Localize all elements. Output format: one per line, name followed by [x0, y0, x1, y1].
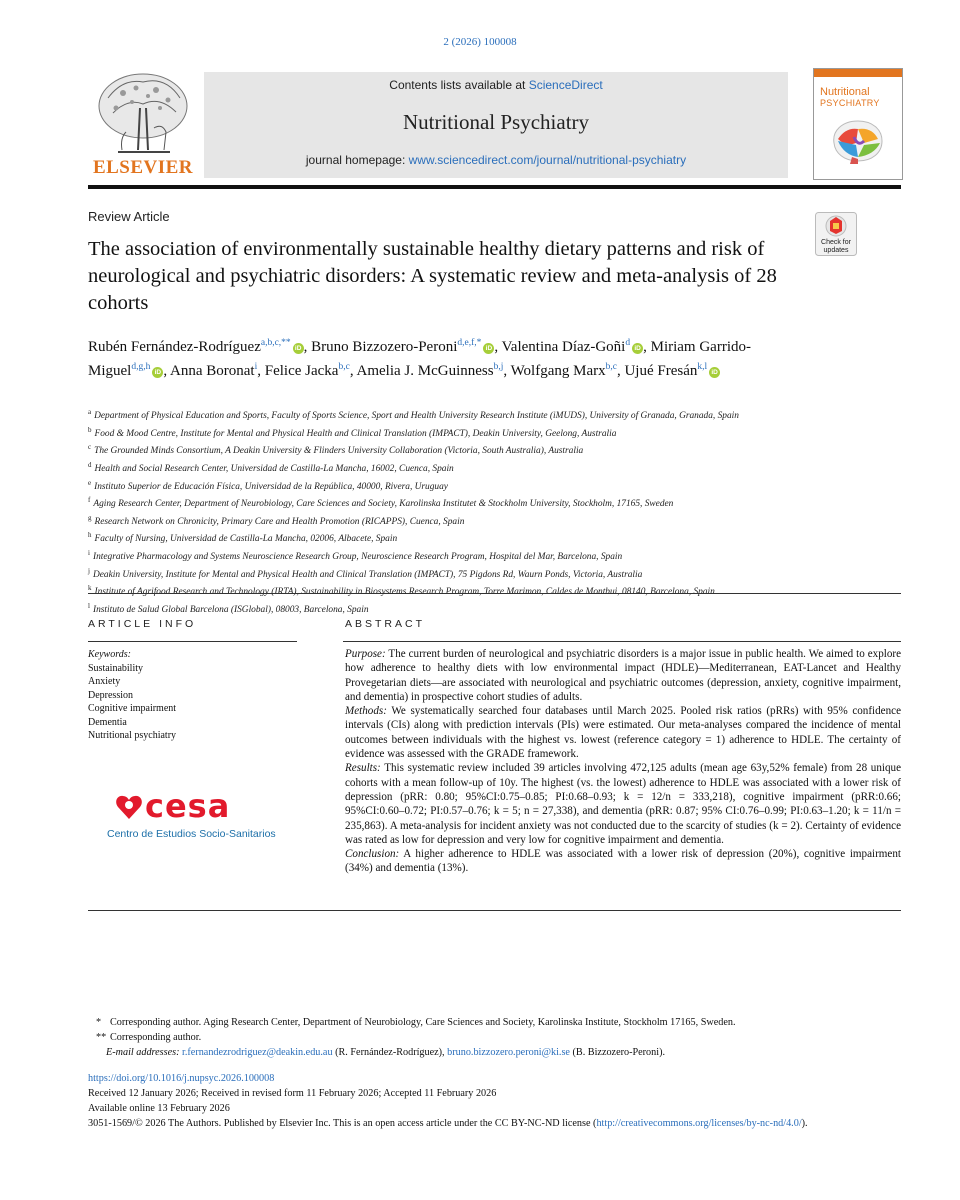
journal-homepage-link[interactable]: www.sciencedirect.com/journal/nutritional-psychiatry — [408, 153, 687, 167]
affiliation-item — [88, 512, 888, 530]
keywords-label: Keywords: — [88, 649, 131, 660]
abstract-section-label: Conclusion: — [345, 848, 400, 861]
article-info-divider — [88, 641, 297, 642]
author[interactable] — [311, 339, 494, 355]
orcid-icon[interactable]: iD — [483, 343, 494, 354]
abstract-section — [345, 704, 901, 761]
author-separator: , — [303, 339, 312, 355]
affiliation-item — [88, 441, 888, 459]
journal-title[interactable]: Nutritional Psychiatry — [402, 110, 590, 134]
cesa-wordmark: cesa — [145, 787, 231, 825]
affiliation-key: d — [88, 460, 92, 469]
affiliation-text: Aging Research Center, Department of Neurobiology, Care Sciences and Society, Karolinska Institutet & Stockholm University, Stockholm, 17165, Sweden — [93, 499, 674, 510]
keyword-item: Dementia — [88, 716, 127, 728]
author-separator: , — [503, 363, 511, 379]
author[interactable] — [265, 363, 350, 379]
author[interactable] — [502, 339, 643, 355]
elsevier-logo[interactable] — [88, 68, 198, 181]
cesa-tagline: Centro de Estudios Socio-Sanitarios — [107, 828, 276, 840]
author[interactable] — [624, 363, 720, 379]
keyword-item: Depression — [88, 689, 133, 701]
author-name: Felice Jacka — [264, 363, 339, 379]
header-divider — [88, 185, 901, 189]
affiliation-key: a — [88, 408, 92, 416]
issue-line[interactable]: 2 (2026) 100008 — [443, 36, 517, 48]
keyword-list — [88, 662, 176, 743]
check-for-updates-badge[interactable] — [815, 212, 857, 256]
affiliation-item — [88, 582, 888, 600]
author-name: Amelia J. McGuinness — [356, 363, 494, 379]
license-statement: 3051-1569/© 2026 The Authors. Published by Elsevier Inc. This is an open access article under the CC BY-NC-ND license (http://creativecommons.org/licenses/by-nc-nd/4.0/). — [88, 1118, 808, 1129]
keyword-item: Nutritional psychiatry — [88, 730, 177, 741]
affiliation-key: g — [88, 513, 92, 522]
keyword-item: Anxiety — [88, 676, 121, 687]
article-type: Review Article — [88, 209, 170, 224]
check-updates-line2: updates — [823, 246, 849, 254]
affiliation-item — [88, 565, 888, 583]
elsevier-wordmark: ELSEVIER — [92, 157, 194, 178]
affiliation-text: Health and Social Research Center, Universidad de Castilla-La Mancha, 16002, Cuenca, Spain — [94, 464, 454, 474]
footnote-corresponding-1: * Corresponding author. Aging Research Center, Department of Neurobiology, Care Sciences and Society, Karolinska Institute, Stockholm 17165, Sweden. — [96, 1017, 736, 1028]
affiliation-key: c — [88, 443, 92, 452]
article-info-heading: ARTICLE INFO — [88, 618, 197, 630]
received-dates: Received 12 January 2026; Received in revised form 11 February 2026; Accepted 11 February 2026 — [88, 1088, 497, 1099]
cesa-logo[interactable] — [107, 789, 287, 840]
email-link-2[interactable]: bruno.bizzozero.peroni@ki.se — [447, 1047, 570, 1058]
journal-cover-thumbnail[interactable] — [813, 68, 903, 180]
affiliation-text: Department of Physical Education and Sports, Faculty of Sports Science, Sport and Health University Research Institute (iMUDS), University of Granada, Granada, Spain — [94, 411, 739, 422]
affiliation-key: f — [88, 496, 91, 505]
abstract-body — [345, 647, 901, 876]
author-affiliation-marks[interactable]: i — [254, 362, 258, 372]
section-divider — [88, 593, 901, 594]
author-affiliation-marks[interactable]: b,j — [493, 362, 504, 372]
author-affiliation-marks[interactable]: d,g,h — [131, 362, 151, 372]
affiliation-item — [88, 477, 888, 495]
publication-info — [88, 1071, 901, 1131]
cover-title-2: PSYCHIATRY — [820, 98, 880, 108]
abstract-section-text: We systematically searched four databases until March 2025. Pooled risk ratios (pRRs) with 95% confidence intervals (CIs) along with prediction intervals (PIs) were estimated. Our meta-analyses compared the incidence of mental outcomes between individuals with the highest vs. lowest (reference category = 1) adherence to HDLE. The certainty of evidence was assessed with the GRADE framework. — [345, 705, 901, 761]
affiliation-key: k — [88, 584, 92, 593]
cover-title-1: Nutritional — [820, 86, 870, 98]
footnotes — [96, 1015, 901, 1060]
author-name: Bruno Bizzozero-Peroni — [311, 339, 458, 355]
doi-link[interactable]: https://doi.org/10.1016/j.nupsyc.2026.100008 — [88, 1073, 275, 1084]
journal-homepage-line: journal homepage: www.sciencedirect.com/journal/nutritional-psychiatry — [305, 153, 687, 167]
author-affiliation-marks[interactable]: d,e,f,* — [457, 338, 482, 348]
check-updates-line1: Check for — [821, 239, 851, 246]
author-affiliation-marks[interactable]: d — [625, 338, 631, 348]
author-separator: , — [643, 339, 651, 355]
orcid-icon[interactable]: iD — [293, 343, 304, 354]
affiliation-text: Instituto de Salud Global Barcelona (ISGlobal), 08003, Barcelona, Spain — [92, 605, 369, 615]
affiliation-item — [88, 424, 888, 442]
author-list — [88, 333, 808, 381]
orcid-icon[interactable]: iD — [152, 367, 163, 378]
affiliation-item — [88, 406, 888, 424]
abstract-section — [345, 761, 901, 847]
author-separator: , — [349, 363, 357, 379]
abstract-heading: ABSTRACT — [345, 618, 426, 630]
affiliation-text: Research Network on Chronicity, Primary Care and Health Promotion (RICAPPS), Cuenca, Spain — [94, 516, 465, 527]
abstract-section-text: The current burden of neurological and psychiatric disorders is a major issue in public health. We aimed to explore how adherence to healthy diets with low environmental impact (HDLE)—Mediterranean, EAT-Lancet and Healthy Provegetarian diets—are associated with neurological and psychiatric outcomes (depression, anxiety, cognitive impairment, and dementia) in prospective cohort studies of adults. — [345, 648, 901, 703]
author-affiliation-marks[interactable]: b,c — [605, 362, 617, 372]
author-name: Wolfgang Marx — [510, 363, 606, 379]
abstract-section-label: Results: — [345, 762, 381, 775]
abstract-section-text: A higher adherence to HDLE was associated with a lower risk of depression (20%), cognitive impairment (34%) and dementia (13%). — [345, 848, 901, 875]
affiliation-text: Instituto Superior de Educación Física, Universidad de la República, 40000, Rivera, Uruguay — [94, 481, 448, 492]
author[interactable] — [357, 363, 504, 379]
orcid-icon[interactable]: iD — [632, 343, 643, 354]
keyword-item: Sustainability — [88, 662, 143, 674]
author[interactable] — [88, 339, 304, 355]
abstract-end-divider — [88, 910, 901, 911]
affiliation-text: Deakin University, Institute for Mental and Physical Health and Clinical Translation (IMPACT), 75 Pigdons Rd, Waurn Ponds, Victoria, Australia — [92, 569, 643, 580]
affiliation-key: l — [88, 601, 90, 610]
footnote-corresponding-2: ** Corresponding author. — [96, 1032, 202, 1043]
author-separator: , — [163, 363, 171, 379]
keyword-item: Cognitive impairment — [88, 703, 177, 714]
author[interactable] — [170, 363, 257, 379]
author-separator: , — [616, 363, 625, 379]
journal-header — [88, 68, 901, 181]
affiliation-key: j — [88, 566, 90, 575]
affiliation-item — [88, 529, 888, 547]
orcid-icon[interactable]: iD — [709, 367, 720, 378]
author-name: Valentina Díaz-Goñi — [501, 339, 626, 355]
abstract-section-text: This systematic review included 39 articles involving 472,125 adults (mean age 63y,52% female) from 28 unique cohorts with a mean follow-up of 10y. The highest (vs. the lowest) adherence to HDLE was associated with a lower risk of depression (pRR: 0.80; 95%CI:0.75–0.85; PI:0.68–0.93; k = 12/n = 333,218), cognitive impairment (pRR:0.66; 95%CI:0.60–0.72; PI:0.57–0.76; k = 5; n = 27,338), and dementia (pRR: 0.87; 95% CI:0.76–0.99; PI:0.63–1.20; k = 11/n = 235,863). A meta-analysis for incident anxiety was not conducted due to the scarcity of studies (k = 2). Certainty of evidence was rated as low for depression and very low for cognitive impairment and dementia. — [345, 762, 901, 846]
author-name: Anna Boronat — [170, 363, 255, 379]
author-separator: , — [257, 363, 265, 379]
journal-banner — [204, 72, 788, 178]
affiliation-key: h — [88, 531, 92, 540]
author-separator: , — [494, 339, 502, 355]
author-name: Miriam Garrido-Miguel — [88, 339, 751, 379]
brain-illustration-icon — [828, 117, 888, 165]
affiliation-key: e — [88, 478, 92, 487]
heart-icon — [115, 794, 143, 820]
affiliation-key: b — [88, 425, 92, 434]
sciencedirect-link[interactable]: ScienceDirect — [528, 78, 603, 92]
abstract-divider — [343, 641, 901, 642]
license-link[interactable]: http://creativecommons.org/licenses/by-nc-nd/4.0/ — [596, 1118, 802, 1129]
cover-top-bar — [814, 69, 902, 77]
article-title: The association of environmentally sustainable healthy dietary patterns and risk of neurological and psychiatric disorders: A systematic review and meta-analysis of 28 cohorts — [88, 238, 777, 314]
author[interactable] — [511, 363, 617, 379]
author-name: Ujué Fresán — [624, 363, 698, 379]
elsevier-tree-icon — [88, 68, 198, 158]
footnote-emails: E-mail addresses: r.fernandezrodriguez@deakin.edu.au (R. Fernández-Rodríguez), bruno.bizzozero.peroni@ki.se (B. Bizzozero-Peroni). — [106, 1047, 666, 1058]
affiliation-list — [88, 406, 888, 618]
available-online: Available online 13 February 2026 — [88, 1103, 230, 1114]
affiliation-text: The Grounded Minds Consortium, A Deakin University & Flinders University Collaboration (Victoria, South Australia), Australia — [94, 446, 584, 457]
author-name: Rubén Fernández-Rodríguez — [88, 339, 261, 355]
abstract-section-label: Methods: — [345, 705, 387, 718]
abstract-section — [345, 647, 901, 704]
author-affiliation-marks[interactable]: b,c — [338, 362, 350, 372]
affiliation-item — [88, 547, 888, 565]
affiliation-key: i — [88, 549, 90, 557]
email-link-1[interactable]: r.fernandezrodriguez@deakin.edu.au — [182, 1047, 333, 1058]
affiliation-item — [88, 459, 888, 477]
affiliation-text: Food & Mood Centre, Institute for Mental and Physical Health and Clinical Translation (IMPACT), Deakin University, Geelong, Australia — [94, 428, 617, 439]
author-affiliation-marks[interactable]: k,l — [697, 362, 708, 372]
affiliation-text: Integrative Pharmacology and Systems Neuroscience Research Group, Neuroscience Research Program, Hospital del Mar, Barcelona, Spain — [92, 552, 623, 563]
author-affiliation-marks[interactable]: a,b,c,** — [260, 338, 291, 348]
abstract-section-label: Purpose: — [345, 648, 386, 660]
contents-line: Contents lists available at ScienceDirect — [389, 78, 603, 92]
affiliation-item — [88, 494, 888, 512]
affiliation-text: Faculty of Nursing, Universidad de Castilla-La Mancha, 02006, Albacete, Spain — [94, 534, 398, 545]
affiliation-item — [88, 600, 888, 618]
keywords-block — [88, 648, 176, 743]
abstract-section — [345, 847, 901, 876]
